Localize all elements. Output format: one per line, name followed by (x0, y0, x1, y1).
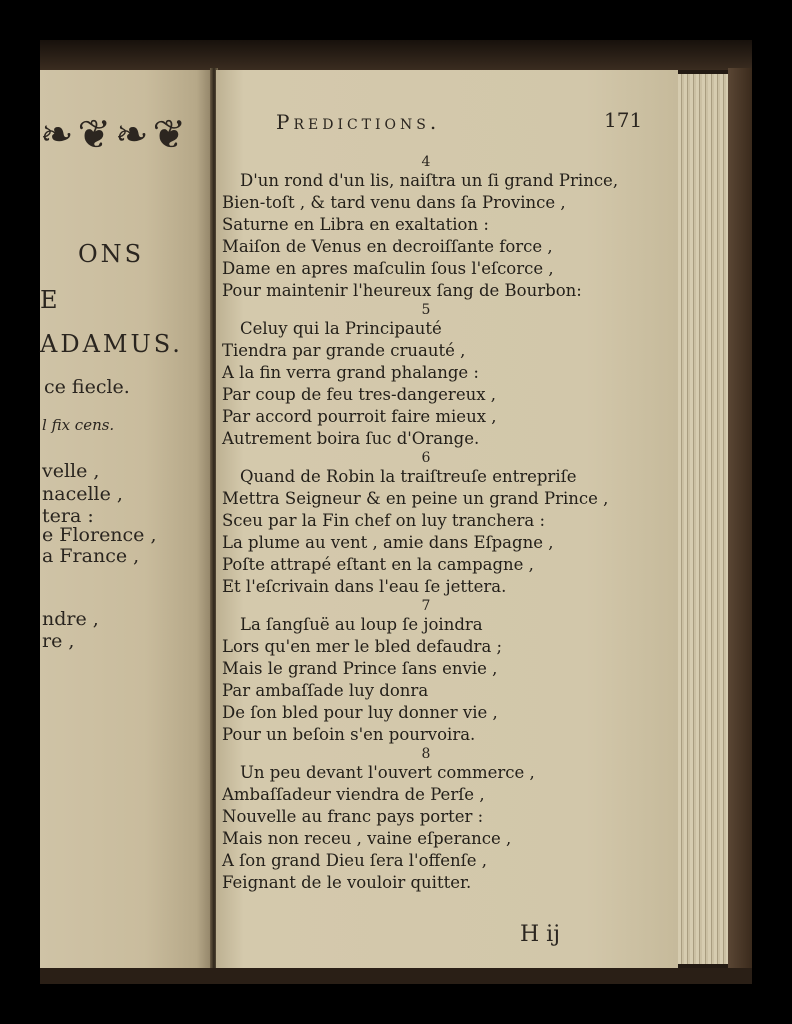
verse-line: Pour un beſoin s'en pourvoira. (222, 725, 476, 744)
left-fragment: ADAMUS. (40, 330, 183, 358)
verse-line: A la fin verra grand phalange : (222, 363, 479, 382)
verse-line: Poſte attrapé eſtant en la campagne , (222, 555, 534, 574)
verse-line: Saturne en Libra en exaltation : (222, 215, 489, 234)
verse-line: Un peu devant l'ouvert commerce , (240, 763, 535, 782)
stanza (222, 450, 642, 598)
verse-line: Pour maintenir l'heureux ſang de Bourbon: (222, 281, 582, 300)
verse-line: A ſon grand Dieu ſera l'offenſe , (222, 851, 487, 870)
verse-line: Maiſon de Venus en decroiſſante force , (222, 237, 553, 256)
verse-line: Autrement boira ſuc d'Orange. (222, 429, 480, 448)
left-fragment: ndre , (42, 608, 99, 630)
verse-line: Quand de Robin la traiſtreuſe entrepriſe (240, 467, 577, 486)
stanza (222, 746, 642, 894)
verse-line: Dame en apres maſculin ſous l'eſcorce , (222, 259, 554, 278)
verse-line: Sceu par la Fin chef on luy tranchera : (222, 511, 546, 530)
verse-line: Par coup de feu tres-dangereux , (222, 385, 497, 404)
verse-line: Par ambaſſade luy donra (222, 681, 429, 700)
stanza (222, 302, 642, 450)
stanza-number: 8 (421, 746, 431, 762)
left-fragment: a France , (42, 545, 140, 567)
signature-mark: H ij (520, 922, 561, 947)
verse-line: La plume au vent , amie dans Eſpagne , (222, 533, 554, 552)
left-fragment: E (40, 286, 61, 314)
verse-line: Tiendra par grande cruauté , (222, 341, 466, 360)
verse-column (222, 154, 642, 894)
cover-edge (728, 68, 752, 978)
left-fragment: tera : (42, 505, 94, 527)
stanza (222, 154, 642, 302)
stanza-number: 7 (421, 598, 431, 614)
verse-line: Feignant de le vouloir quitter. (222, 873, 472, 892)
verse-line: Ambaſſadeur viendra de Perſe , (222, 785, 485, 804)
verse-line: Mais non receu , vaine eſperance , (222, 829, 512, 848)
verse-line: Bien-toſt , & tard venu dans ſa Province , (222, 193, 566, 212)
fleuron-ornament: ❧❦❧❦ (40, 112, 191, 158)
verse-line: Mettra Seigneur & en peine un grand Prince , (222, 489, 609, 508)
verse-line: De ſon bled pour luy donner vie , (222, 703, 498, 722)
page-number: 171 (604, 108, 643, 132)
running-head: Predictions. (276, 110, 441, 134)
left-fragment: nacelle , (42, 483, 123, 505)
verse-line: D'un rond d'un lis, naiſtra un ſi grand Prince, (240, 171, 619, 190)
verse-line: Par accord pourroit faire mieux , (222, 407, 497, 426)
book-top-edge (40, 40, 752, 70)
book-bottom-edge (40, 968, 752, 984)
stanza (222, 598, 642, 746)
page-stack (678, 74, 730, 964)
left-fragment: l fix cens. (42, 416, 115, 434)
left-fragment: ce fiecle. (44, 376, 130, 398)
verse-line: Mais le grand Prince ſans envie , (222, 659, 498, 678)
stanza-number: 4 (421, 154, 431, 170)
stanza-number: 5 (421, 302, 431, 318)
left-fragment: velle , (42, 460, 100, 482)
verse-line: La ſangſuë au loup ſe joindra (240, 615, 483, 634)
stanza-number: 6 (421, 450, 431, 466)
verse-line: Celuy qui la Principauté (240, 319, 442, 338)
left-fragment-title: ONS (78, 240, 145, 268)
verse-line: Nouvelle au franc pays porter : (222, 807, 484, 826)
left-fragment: e Florence , (42, 524, 157, 546)
verse-line: Et l'eſcrivain dans l'eau ſe jettera. (222, 577, 507, 596)
left-fragment: re , (42, 630, 75, 652)
verse-line: Lors qu'en mer le bled defaudra ; (222, 637, 503, 656)
